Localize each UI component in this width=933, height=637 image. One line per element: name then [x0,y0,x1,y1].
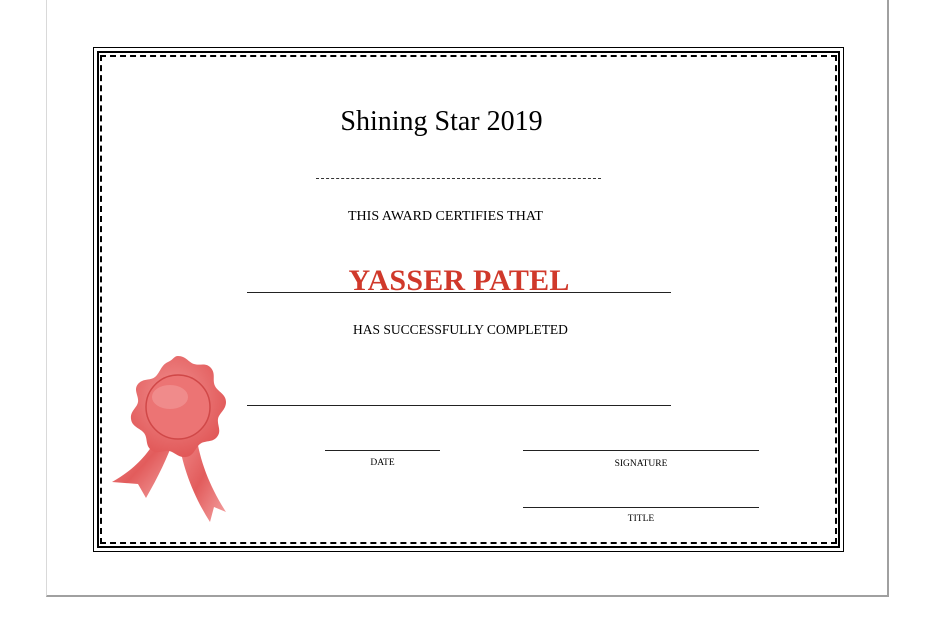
title-dashed-divider [316,178,601,179]
course-name-line [247,405,671,406]
seal-highlight [152,385,188,409]
award-ribbon-seal-icon [108,352,233,532]
title-line [523,507,759,508]
certifies-text: THIS AWARD CERTIFIES THAT [348,209,543,224]
signature-line [523,450,759,451]
title-label: TITLE [627,514,655,524]
date-line [325,450,440,451]
recipient-name: YASSER PATEL [348,264,570,297]
certificate-title [0,106,883,138]
completed-text: HAS SUCCESSFULLY COMPLETED [353,322,568,337]
date-label: DATE [370,458,395,468]
certificate-title-text: Shining Star 2019 [340,106,543,137]
signature-label: SIGNATURE [614,459,668,469]
